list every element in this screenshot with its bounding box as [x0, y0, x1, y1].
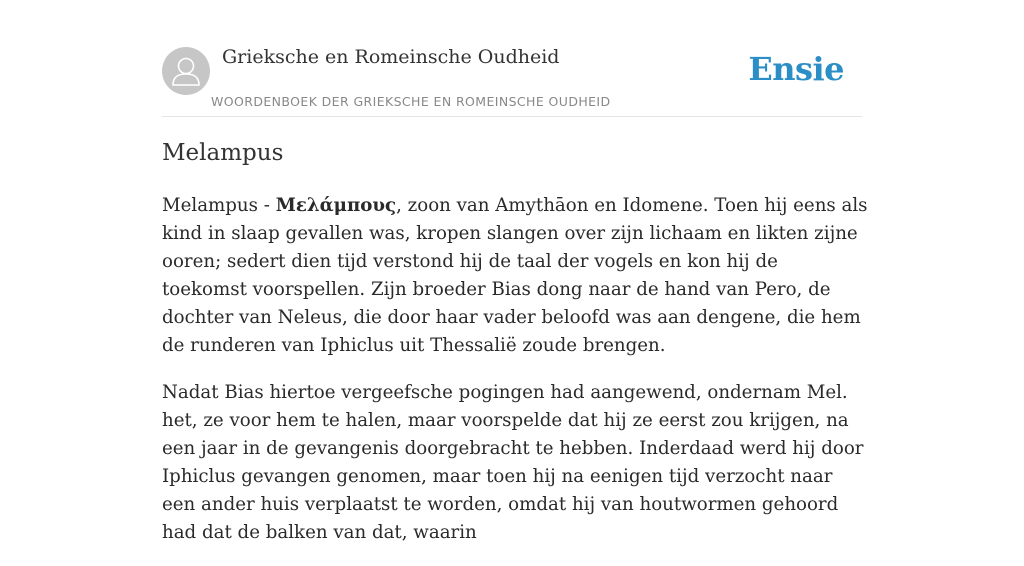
paragraph-lead: Melampus -	[162, 195, 276, 216]
paragraph-text: , zoon van Amythāon en Idomene. Toen hij eens als kind in slaap gevallen was, kropen slangen over zijn lichaam en likten zijne ooren; sedert dien tijd verstond hij de taal der vogels en kon hij de toekomst voorspellen. Zijn broeder Bias dong naar de hand van Pero, de dochter van Neleus, die door haar vader beloofd was aan dengene, die hem de runderen van Iphiclus uit Thessalië zoude brengen.	[162, 195, 868, 356]
article-paragraph: Nadat Bias hiertoe vergeefsche pogingen had aangewend, ondernam Mel. het, ze voor hem te halen, maar voorspelde dat hij ze eerst zou krijgen, na een jaar in de gevangenis doorgebracht te hebben. Inderdaad werd hij door Iphiclus gevangen genomen, maar toen hij na eenigen tijd verzocht naar een ander huis verplaatst te worden, omdat hij van houtwormen gehoord had dat de balken van dat, waarin	[162, 382, 864, 543]
article-paragraph	[162, 192, 868, 360]
article-body	[162, 192, 868, 566]
site-header	[162, 0, 862, 117]
source-title[interactable]: Grieksche en Romeinsche Oudheid	[222, 46, 560, 68]
ensie-logo[interactable]: Ensie	[748, 50, 844, 88]
page-title: Melampus	[162, 140, 284, 166]
greek-name: Μελάμπους	[275, 195, 397, 216]
source-subtitle: WOORDENBOEK DER GRIEKSCHE EN ROMEINSCHE OUDHEID	[211, 94, 611, 109]
user-avatar-icon[interactable]	[162, 47, 210, 95]
